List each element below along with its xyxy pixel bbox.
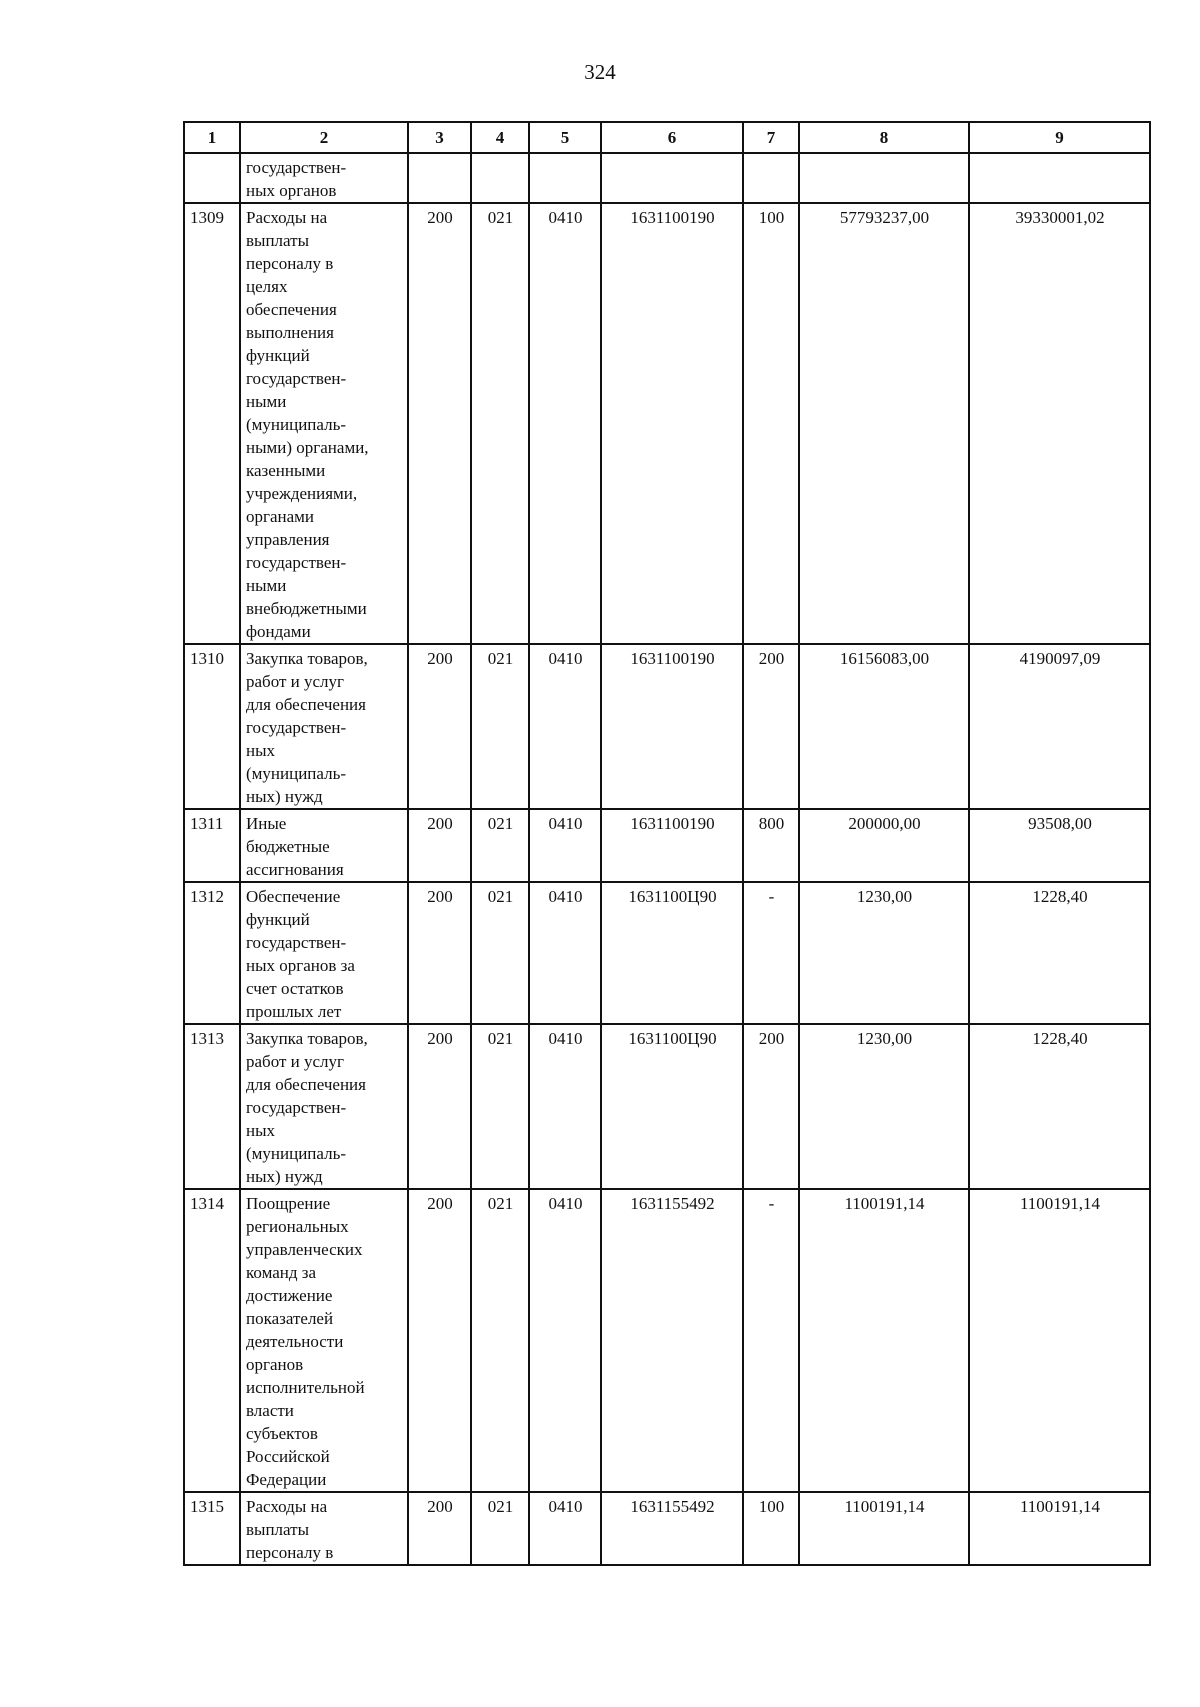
code-col6-cell <box>601 153 743 203</box>
amount-col9-cell <box>969 153 1150 203</box>
table-row <box>184 1024 1150 1189</box>
page-number: 324 <box>584 60 616 84</box>
code-col5-cell <box>529 153 601 203</box>
row-number-cell: 1309 <box>184 203 240 644</box>
code-col5-cell: 0410 <box>529 809 601 882</box>
item-name-cell: Закупка товаров, работ и услуг для обеспечения государствен- ных (муниципаль- ных) нужд <box>240 1024 408 1189</box>
row-number-cell <box>184 153 240 203</box>
code-col5-cell: 0410 <box>529 644 601 809</box>
item-name-cell: Поощрение региональных управленческих команд за достижение показателей деятельности органов исполнительной власти субъектов Российской Федерации <box>240 1189 408 1492</box>
header-cell: 2 <box>240 122 408 153</box>
code-col6-cell: 1631100190 <box>601 203 743 644</box>
code-col7-cell: 100 <box>743 203 799 644</box>
code-col5-cell: 0410 <box>529 1492 601 1565</box>
code-col5-cell: 0410 <box>529 882 601 1024</box>
code-col3-cell: 200 <box>408 882 471 1024</box>
code-col3-cell: 200 <box>408 203 471 644</box>
code-col7-cell: 200 <box>743 1024 799 1189</box>
code-col4-cell: 021 <box>471 203 529 644</box>
header-cell: 8 <box>799 122 969 153</box>
item-name-cell: Иные бюджетные ассигнования <box>240 809 408 882</box>
item-name-cell: Расходы на выплаты персоналу в <box>240 1492 408 1565</box>
code-col4-cell <box>471 153 529 203</box>
item-name-cell: Закупка товаров, работ и услуг для обеспечения государствен- ных (муниципаль- ных) нужд <box>240 644 408 809</box>
row-number-cell: 1310 <box>184 644 240 809</box>
table-body <box>184 153 1150 1565</box>
header-cell: 4 <box>471 122 529 153</box>
amount-col8-cell: 16156083,00 <box>799 644 969 809</box>
code-col6-cell: 1631100190 <box>601 644 743 809</box>
header-cell: 9 <box>969 122 1150 153</box>
amount-col8-cell: 1100191,14 <box>799 1189 969 1492</box>
amount-col8-cell: 1230,00 <box>799 882 969 1024</box>
item-name-cell: Расходы на выплаты персоналу в целях обеспечения выполнения функций государствен- ными (муниципаль- ными) органами, казенными учреждениями, органами управления государствен- ными внебюджетными фондами <box>240 203 408 644</box>
code-col6-cell: 1631100190 <box>601 809 743 882</box>
code-col7-cell: - <box>743 882 799 1024</box>
amount-col8-cell: 1230,00 <box>799 1024 969 1189</box>
item-name-cell: Обеспечение функций государствен- ных органов за счет остатков прошлых лет <box>240 882 408 1024</box>
amount-col8-cell: 57793237,00 <box>799 203 969 644</box>
row-number-cell: 1315 <box>184 1492 240 1565</box>
header-cell: 5 <box>529 122 601 153</box>
code-col3-cell: 200 <box>408 1189 471 1492</box>
code-col7-cell: 100 <box>743 1492 799 1565</box>
header-row <box>184 122 1150 153</box>
amount-col9-cell: 4190097,09 <box>969 644 1150 809</box>
budget-table <box>183 121 1151 1566</box>
amount-col9-cell: 39330001,02 <box>969 203 1150 644</box>
code-col3-cell: 200 <box>408 1492 471 1565</box>
amount-col9-cell: 1228,40 <box>969 1024 1150 1189</box>
table-row <box>184 809 1150 882</box>
header-cell: 6 <box>601 122 743 153</box>
amount-col9-cell: 1100191,14 <box>969 1189 1150 1492</box>
code-col6-cell: 1631155492 <box>601 1189 743 1492</box>
table-row <box>184 1492 1150 1565</box>
header-cell: 7 <box>743 122 799 153</box>
code-col7-cell <box>743 153 799 203</box>
table-row <box>184 153 1150 203</box>
row-number-cell: 1312 <box>184 882 240 1024</box>
table-row <box>184 882 1150 1024</box>
code-col3-cell: 200 <box>408 1024 471 1189</box>
code-col4-cell: 021 <box>471 809 529 882</box>
item-name-cell: государствен- ных органов <box>240 153 408 203</box>
code-col7-cell: - <box>743 1189 799 1492</box>
code-col5-cell: 0410 <box>529 203 601 644</box>
code-col4-cell: 021 <box>471 644 529 809</box>
code-col3-cell: 200 <box>408 809 471 882</box>
code-col3-cell <box>408 153 471 203</box>
amount-col9-cell: 93508,00 <box>969 809 1150 882</box>
table-row <box>184 203 1150 644</box>
code-col6-cell: 1631155492 <box>601 1492 743 1565</box>
code-col4-cell: 021 <box>471 1024 529 1189</box>
code-col4-cell: 021 <box>471 1189 529 1492</box>
code-col5-cell: 0410 <box>529 1024 601 1189</box>
amount-col9-cell: 1100191,14 <box>969 1492 1150 1565</box>
code-col7-cell: 200 <box>743 644 799 809</box>
row-number-cell: 1314 <box>184 1189 240 1492</box>
amount-col8-cell <box>799 153 969 203</box>
amount-col9-cell: 1228,40 <box>969 882 1150 1024</box>
amount-col8-cell: 1100191,14 <box>799 1492 969 1565</box>
code-col4-cell: 021 <box>471 1492 529 1565</box>
code-col4-cell: 021 <box>471 882 529 1024</box>
table-row <box>184 644 1150 809</box>
header-cell: 3 <box>408 122 471 153</box>
header-cell: 1 <box>184 122 240 153</box>
code-col6-cell: 1631100Ц90 <box>601 882 743 1024</box>
row-number-cell: 1313 <box>184 1024 240 1189</box>
table-row <box>184 1189 1150 1492</box>
code-col5-cell: 0410 <box>529 1189 601 1492</box>
amount-col8-cell: 200000,00 <box>799 809 969 882</box>
code-col3-cell: 200 <box>408 644 471 809</box>
code-col7-cell: 800 <box>743 809 799 882</box>
code-col6-cell: 1631100Ц90 <box>601 1024 743 1189</box>
row-number-cell: 1311 <box>184 809 240 882</box>
